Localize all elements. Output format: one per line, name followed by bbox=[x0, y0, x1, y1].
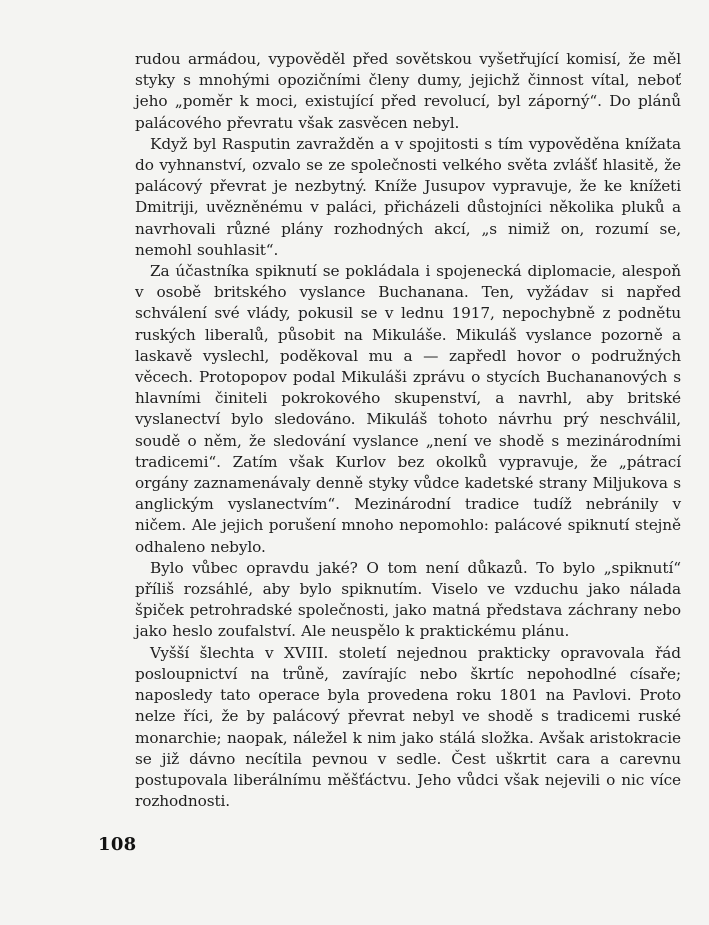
body-text bbox=[135, 49, 681, 812]
paragraph-1: rudou armádou, vypověděl před sovětskou vyšetřující komisí, že měl styky s mnohými opozičními členy dumy, jejichž činnost vítal, neboť jeho „poměr k moci, existující před revolucí, byl záporný“. Do plánů palácového převratu však zasvěcen nebyl. bbox=[135, 50, 681, 132]
page-number: 108 bbox=[98, 834, 137, 855]
paragraph-4: Bylo vůbec opravdu jaké? O tom není důkazů. To bylo „spiknutí“ příliš rozsáhlé, aby bylo spiknutím. Viselo ve vzduchu jako nálada špiček petrohradské společnosti, jako matná představa záchrany nebo jako heslo zoufalství. Ale neuspělo k praktickému plánu. bbox=[135, 558, 681, 641]
paragraph-2: Když byl Rasputin zavražděn a v spojitosti s tím vypověděna knížata do vyhnanství, ozvalo se ze společnosti velkého světa zvlášť hlasitě, že palácový převrat je nezbytný. Kníže Jusupov vypravuje, že ke knížeti Dmitriji, uvězněnému v paláci, přicházeli důstojníci několika pluků a navrhovali různé plány rozhodných akcí, „s nimiž on, rozumí se, nemohl souhlasit“. bbox=[135, 134, 681, 259]
paragraph-3: Za účastníka spiknutí se pokládala i spojenecká diplomacie, alespoň v osobě britského vyslance Buchanana. Ten, vyžádav si napřed schválení své vlády, pokusil se v lednu 1917, nepochybně z podnětu ruských liberalů, působit na Mikuláše. Mikuláš vyslance pozorně a laskavě vyslechl, poděkoval mu a — zapředl hovor o podružných věcech. Protopopov podal Mikuláši zprávu o stycích Buchananových s hlavními činiteli pokrokového skupenství, a navrhl, aby britské vyslanectví bylo sledováno. Mikuláš tohoto návrhu prý neschválil, soudě o něm, že sledování vyslance „není ve shodě s mezinárodními tradicemi“. Zatím však Kurlov bez okolků vypravuje, že „pátrací orgány zaznamenávaly denně styky vůdce kadetské strany Miljukova s anglickým vyslanectvím“. Mezinárodní tradice tudíž nebránily v ničem. Ale jejich porušení mnoho nepomohlo: palácové spiknutí stejně odhaleno nebylo. bbox=[135, 262, 681, 556]
paragraph-5: Vyšší šlechta v XVIII. století nejednou prakticky opravovala řád posloupnictví na trůně, zavírajíc nebo škrtíc nepohodlné císaře; naposledy tato operace byla provedena roku 1801 na Pavlovi. Proto nelze říci, že by palácový převrat nebyl ve shodě s tradicemi ruské monarchie; naopak, náležel k nim jako stálá složka. Avšak aristokracie se již dávno necítila pevnou v sedle. Čest uškrtit cara a carevnu postupovala liberálnímu měšťáctvu. Jeho vůdci však nejevili o nic více rozhodnosti. bbox=[135, 643, 681, 811]
